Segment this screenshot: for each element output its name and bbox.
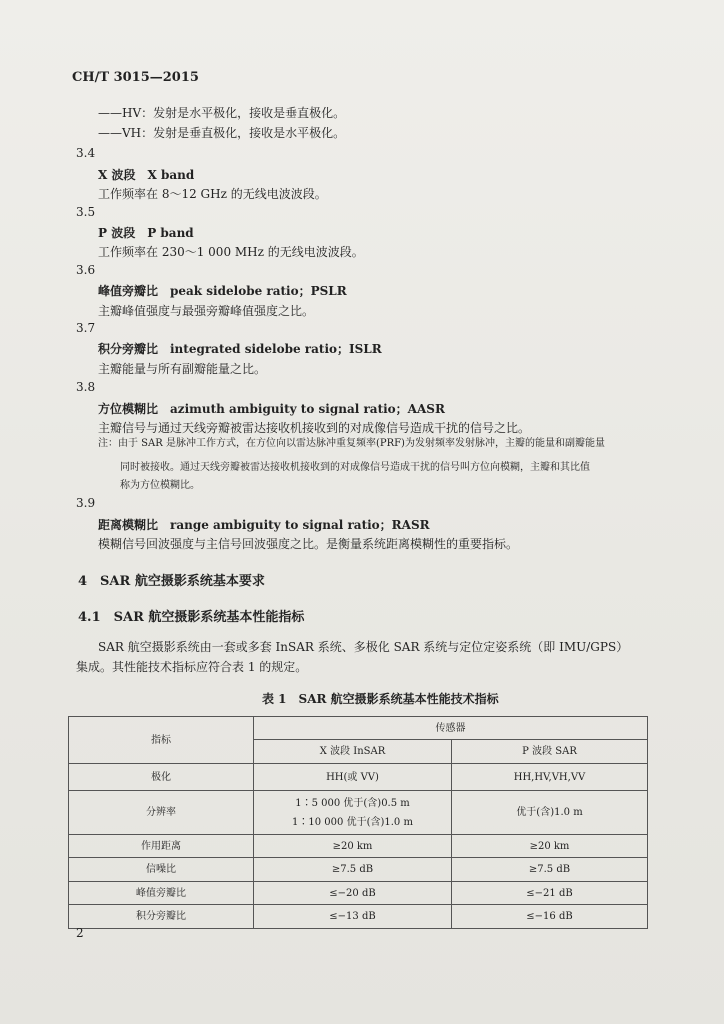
table-row	[69, 835, 648, 858]
intro-line-hv: ——HV：发射是水平极化，接收是垂直极化。	[98, 106, 346, 120]
term-definition: 主瓣峰值强度与最强旁瓣峰值强度之比。	[98, 304, 315, 318]
table-cell-p: ≥20 km	[452, 835, 648, 858]
table-cell-p: ≥7.5 dB	[452, 858, 648, 882]
table-cell-p: ≤−16 dB	[452, 905, 648, 929]
term-definition: 主瓣能量与所有副瓣能量之比。	[98, 362, 267, 376]
term-number: 3.4	[76, 146, 96, 160]
table-header-p-band: P 波段 SAR	[452, 740, 648, 764]
table-cell-x	[254, 791, 452, 835]
table-cell-x: ≥7.5 dB	[254, 858, 452, 882]
subsection-heading: 4.1 SAR 航空摄影系统基本性能指标	[78, 610, 305, 625]
standard-code: CH/T 3015—2015	[72, 70, 199, 85]
table-cell-label: 峰值旁瓣比	[69, 882, 254, 905]
table-row	[69, 764, 648, 791]
term-number: 3.7	[76, 321, 96, 335]
intro-line-vh: ——VH：发射是垂直极化，接收是水平极化。	[98, 126, 346, 140]
term-number: 3.5	[76, 205, 96, 219]
term-title: 距离模糊比 range ambiguity to signal ratio；RASR	[98, 518, 430, 532]
term-number: 3.8	[76, 380, 96, 394]
term-note-line: 称为方位模糊比。	[120, 480, 200, 491]
page-number: 2	[76, 926, 84, 940]
term-definition: 工作频率在 230～1 000 MHz 的无线电波波段。	[98, 245, 364, 259]
table-cell-p: 优于(含)1.0 m	[452, 791, 648, 835]
term-definition: 工作频率在 8～12 GHz 的无线电波波段。	[98, 187, 327, 201]
table-header-metric: 指标	[69, 717, 254, 764]
table-cell-x: HH(或 VV)	[254, 764, 452, 791]
table-cell-x: ≤−20 dB	[254, 882, 452, 905]
table-row	[69, 858, 648, 882]
table-cell-label: 极化	[69, 764, 254, 791]
table-cell-p: HH,HV,VH,VV	[452, 764, 648, 791]
table-cell-x: ≤−13 dB	[254, 905, 452, 929]
table-cell-label: 作用距离	[69, 835, 254, 858]
term-definition: 模糊信号回波强度与主信号回波强度之比。是衡量系统距离模糊性的重要指标。	[98, 537, 519, 551]
table-cell-x-line: 1∶5 000 优于(含)0.5 m	[295, 797, 410, 809]
term-number: 3.9	[76, 496, 96, 510]
table-cell-label: 分辨率	[69, 791, 254, 835]
table-cell-x-line: 1∶10 000 优于(含)1.0 m	[292, 816, 413, 828]
term-title: 积分旁瓣比 integrated sidelobe ratio；ISLR	[98, 342, 382, 356]
term-title: P 波段 P band	[98, 226, 194, 240]
term-title: 方位模糊比 azimuth ambiguity to signal ratio；AASR	[98, 402, 445, 416]
table-caption: 表 1 SAR 航空摄影系统基本性能技术指标	[262, 692, 499, 706]
term-title: X 波段 X band	[98, 168, 195, 182]
table-cell-label: 信噪比	[69, 858, 254, 882]
performance-table	[68, 716, 648, 929]
table-row	[69, 905, 648, 929]
table-cell-x: ≥20 km	[254, 835, 452, 858]
table-header-x-band: X 波段 InSAR	[254, 740, 452, 764]
table-row	[69, 882, 648, 905]
term-note-line: 注：由于 SAR 是脉冲工作方式，在方位向以雷达脉冲重复频率(PRF)为发射频率发射脉冲，主瓣的能量和副瓣能量	[98, 438, 605, 449]
paragraph-line: 集成。其性能技术指标应符合表 1 的规定。	[76, 660, 308, 674]
table-row	[69, 791, 648, 835]
paragraph-line: SAR 航空摄影系统由一套或多套 InSAR 系统、多极化 SAR 系统与定位定姿系统（即 IMU/GPS）	[98, 640, 629, 654]
table-cell-label: 积分旁瓣比	[69, 905, 254, 929]
table-cell-p: ≤−21 dB	[452, 882, 648, 905]
term-note-line: 同时被接收。通过天线旁瓣被雷达接收机接收到的对成像信号造成干扰的信号叫方位向模糊，主瓣和其比值	[120, 462, 590, 473]
table-header-sensor: 传感器	[254, 717, 648, 740]
section-heading: 4 SAR 航空摄影系统基本要求	[78, 574, 265, 589]
term-title: 峰值旁瓣比 peak sidelobe ratio；PSLR	[98, 284, 347, 298]
term-definition: 主瓣信号与通过天线旁瓣被雷达接收机接收到的对成像信号造成干扰的信号之比。	[98, 421, 531, 435]
term-number: 3.6	[76, 263, 96, 277]
